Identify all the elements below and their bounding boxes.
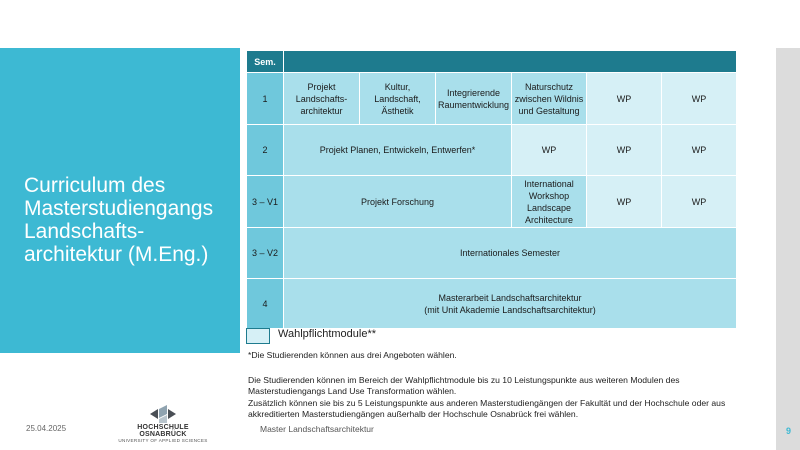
module-cell: Projekt Forschung <box>284 176 512 228</box>
module-cell: International Workshop Landscape Architecture <box>512 176 587 228</box>
elective-cell: WP <box>662 176 737 228</box>
elective-cell: WP <box>587 125 662 176</box>
footnote: *Die Studierenden können aus drei Angeboten wählen. <box>248 350 457 360</box>
module-cell: Projekt Landschafts-architektur <box>284 73 360 125</box>
semester-cell: 2 <box>247 125 284 176</box>
elective-cell: WP <box>662 73 737 125</box>
footer-date: 25.04.2025 <box>26 424 67 433</box>
module-cell: Integrierende Raumentwicklung <box>436 73 512 125</box>
curriculum-table <box>246 50 737 329</box>
legend-label: Wahlpflichtmodule** <box>278 328 377 340</box>
legend-swatch <box>246 328 270 344</box>
table-row <box>247 279 737 329</box>
semester-cell: 1 <box>247 73 284 125</box>
table-row <box>247 73 737 125</box>
university-logo <box>118 405 208 443</box>
note-paragraph: Die Studierenden können im Bereich der Wahlpflichtmodule bis zu 10 Leistungspunkte aus weiteren Modulen des Masterstudiengangs Land Use Transformation wählen. <box>248 375 680 396</box>
thesis-title: Masterarbeit Landschaftsarchitektur <box>438 292 582 303</box>
page-number: 9 <box>786 426 792 436</box>
elective-cell: WP <box>587 73 662 125</box>
table-row <box>247 125 737 176</box>
elective-cell: WP <box>512 125 587 176</box>
semester-cell: 4 <box>247 279 284 329</box>
elective-cell: WP <box>587 176 662 228</box>
table-row <box>247 228 737 279</box>
module-cell: Naturschutz zwischen Wildnis und Gestaltung <box>512 73 587 125</box>
title-line: architektur (M.Eng.) <box>24 243 209 266</box>
semester-cell: 3 – V1 <box>247 176 284 228</box>
table-header-row <box>247 51 737 73</box>
semester-header: Sem. <box>247 51 284 73</box>
module-cell: Projekt Planen, Entwickeln, Entwerfen* <box>284 125 512 176</box>
module-cell: Internationales Semester <box>284 228 737 279</box>
header-fill <box>284 51 737 73</box>
slide-title <box>24 174 234 266</box>
title-line: Curriculum des <box>24 174 166 197</box>
module-cell <box>284 279 737 329</box>
title-line: Masterstudiengangs <box>24 197 214 220</box>
elective-cell: WP <box>662 125 737 176</box>
title-panel <box>0 48 240 353</box>
semester-cell: 3 – V2 <box>247 228 284 279</box>
thesis-subtitle: (mit Unit Akademie Landschaftsarchitektur) <box>424 304 596 315</box>
note-paragraph: Zusätzlich können sie bis zu 5 Leistungspunkte aus anderen Masterstudiengängen der Fakultät und der Hochschule oder aus akkreditierten Masterstudiengängen außerhalb der Hochschule Osnabrück frei wählen. <box>248 398 726 419</box>
table-row <box>247 176 737 228</box>
footer-title: Master Landschaftsarchitektur <box>260 424 374 434</box>
title-line: Landschafts- <box>24 220 145 243</box>
module-cell: Kultur, Landschaft, Ästhetik <box>360 73 436 125</box>
right-edge-bar <box>776 48 800 450</box>
logo-icon <box>148 405 178 423</box>
logo-text: HOCHSCHULE OSNABRÜCK <box>137 424 189 438</box>
logo-subtext: UNIVERSITY OF APPLIED SCIENCES <box>118 438 208 443</box>
